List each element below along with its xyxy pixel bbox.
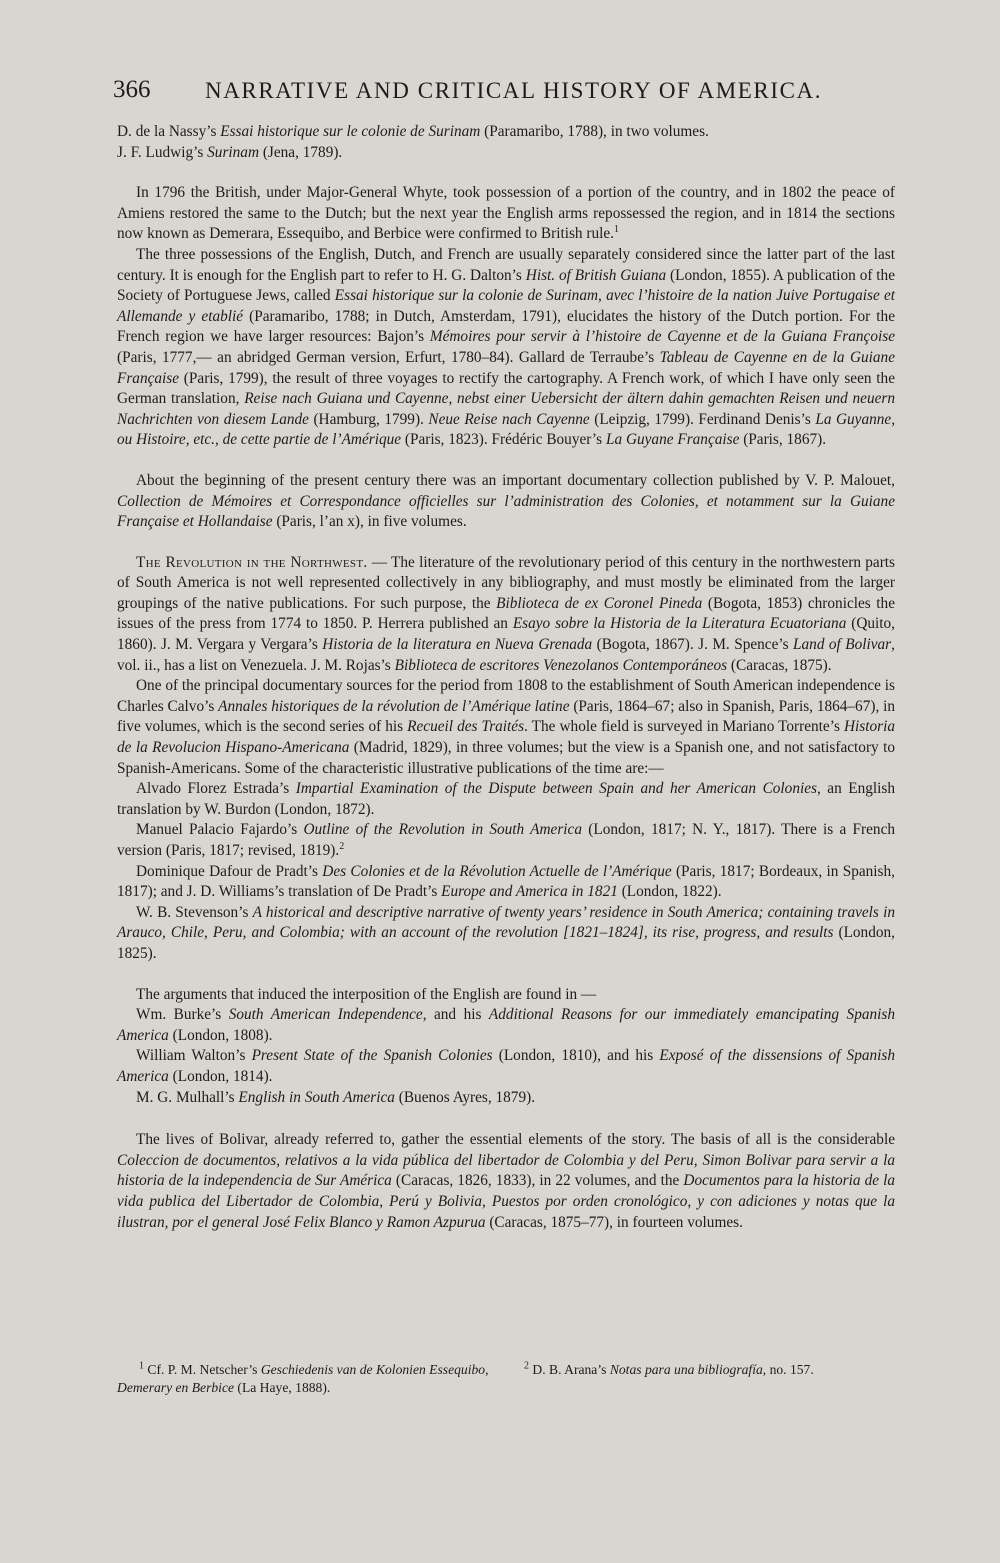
paragraph: Manuel Palacio Fajardo’s Outline of the Revolution in South America (London, 1817; N. Y., 1817). There is a French version (Paris, 1817; revised, 1819).$^2$ xyxy=(117,821,896,859)
paragraph: J. F. Ludwig’s Surinam (Jena, 1789). xyxy=(117,143,343,161)
footnote-2: $^2$ D. B. Arana’s Notas para una bibliografía, no. 157. xyxy=(524,1360,814,1377)
paragraph: D. de la Nassy’s Essai historique sur le colonie de Surinam (Paramaribo, 1788), in two volumes. xyxy=(117,123,709,140)
paragraph: M. G. Mulhall’s English in South America (Buenos Ayres, 1879). xyxy=(136,1088,536,1106)
paragraph: Dominique Dafour de Pradt’s Des Colonies et de la Révolution Actuelle de l’Amérique (Paris, 1817; Bordeaux, in Spanish, 1817); and J. D. Williams’s translation of De Pradt’s Europe and America in 1821 (London, 1822). xyxy=(117,862,895,901)
paragraph: The three possessions of the English, Dutch, and French are usually separately considered since the latter part of the last century. It is enough for the English part to refer to H. G. Dalton’s Hist. of British Guiana (London, 1855). A publication of the Society of Portuguese Jews, called Essai historique sur la colonie de Surinam, avec l’histoire de la nation Juive Portugaise et Allemande y etablié (Paramaribo, 1788; in Dutch, Amsterdam, 1791), elucidates the history of the Dutch portion. For the French region we have larger resources: Bajon’s Mémoires pour servir à l’histoire de Cayenne et de la Guiana Françoise (Paris, 1777,— an abridged German version, Erfurt, 1780–84). Gallard de Terraube’s Tableau de Cayenne en de la Guiane Française (Paris, 1799), the result of three voyages to rectify the cartography. A French work, of which I have only seen the German translation, Reise nach Guiana und Cayenne, nebst einer Uebersicht der ältern dahin gemachten Reisen und neuern Nachrichten von diesem Lande (Hamburg, 1799). Neue Reise nach Cayenne (Leipzig, 1799). Ferdinand Denis’s La Guyanne, ou Histoire, etc., de cette partie de l’Amérique (Paris, 1823). Frédéric Bouyer’s La Guyane Française (Paris, 1867). xyxy=(117,245,896,449)
paragraph: Alvado Florez Estrada’s Impartial Examination of the Dispute between Spain and her American Colonies, an English translation by W. Burdon (London, 1872). xyxy=(117,780,896,818)
footnote-1: $^1$ Cf. P. M. Netscher’s Geschiedenis van de Kolonien Essequibo, Demerary en Berbice (La Haye, 1888). xyxy=(117,1360,489,1395)
paragraph: William Walton’s Present State of the Spanish Colonies (London, 1810), and his Exposé of the dissensions of Spanish America (London, 1814). xyxy=(117,1047,896,1085)
paragraph: W. B. Stevenson’s A historical and descriptive narrative of twenty years’ residence in South America; containing travels in Arauco, Chile, Peru, and Colombia; with an account of the revolution [1821–1824], its rise, progress, and results (London, 1825). xyxy=(117,903,895,962)
paragraph: About the beginning of the present century there was an important documentary collection published by V. P. Malouet, Collection de Mémoires et Correspondance officielles sur l’administration des Colonies, et notamment sur la Guiane Française et Hollandaise (Paris, l’an x), in five volumes. xyxy=(117,471,895,531)
body-text xyxy=(117,122,895,1233)
running-title: NARRATIVE AND CRITICAL HISTORY OF AMERICA. xyxy=(205,78,823,103)
paragraph: One of the principal documentary sources for the period from 1808 to the establishment of South American independence is Charles Calvo’s Annales historiques de la révolution de l’Amérique latine (Paris, 1864–67; also in Spanish, Paris, 1864–67), in five volumes, which is the second series of his Recueil des Traités. The whole field is surveyed in Mariano Torrente’s Historia de la Revolucion Hispano-Americana (Madrid, 1829), in three volumes; but the view is a Spanish one, and not satisfactory to Spanish-Americans. Some of the characteristic illustrative publications of the time are:— xyxy=(117,677,895,777)
page-header xyxy=(113,76,823,110)
paragraph: The lives of Bolivar, already referred to, gather the essential elements of the story. The basis of all is the considerable Coleccion de documentos, relativos a la vida pública del libertador de Colombia y del Peru, Simon Bolivar para servir a la historia de la independencia de Sur América (Caracas, 1826, 1833), in 22 volumes, and the Documentos para la historia de la vida publica del Libertador de Colombia, Perú y Bolivia, Puestos por orden cronológico, y con adiciones y notas que la ilustran, por el general José Felix Blanco y Ramon Azpurua (Caracas, 1875–77), in fourteen volumes. xyxy=(117,1131,895,1231)
paragraph: Wm. Burke’s South American Independence, and his Additional Reasons for our immediately emancipating Spanish America (London, 1808). xyxy=(117,1006,895,1044)
paragraph: In 1796 the British, under Major-General Whyte, took possession of a portion of the country, and in 1802 the peace of Amiens restored the same to the Dutch; but the next year the English arms repossessed the region, and in 1814 the sections now known as Demerara, Essequibo, and Berbice were confirmed to British rule.$^1$ xyxy=(117,184,895,243)
page-number: 366 xyxy=(113,76,151,103)
paragraph: The arguments that induced the interposition of the English are found in — xyxy=(136,985,597,1003)
paragraph: The Revolution in the Northwest. — The literature of the revolutionary period of this century in the northwestern parts of South America is not well represented collectively in any bibliography, and must mostly be eliminated from the larger groupings of the native publications. For such purpose, the Biblioteca de ex Coronel Pineda (Bogota, 1853) chronicles the issues of the press from 1774 to 1850. P. Herrera published an Esayo sobre la Historia de la Literatura Ecuatoriana (Quito, 1860). J. M. Vergara y Vergara’s Historia de la literatura en Nueva Grenada (Bogota, 1867). J. M. Spence’s Land of Bolivar, vol. ii., has a list on Venezuela. J. M. Rojas’s Biblioteca de escritores Venezolanos Contemporáneos (Caracas, 1875). xyxy=(117,553,896,674)
